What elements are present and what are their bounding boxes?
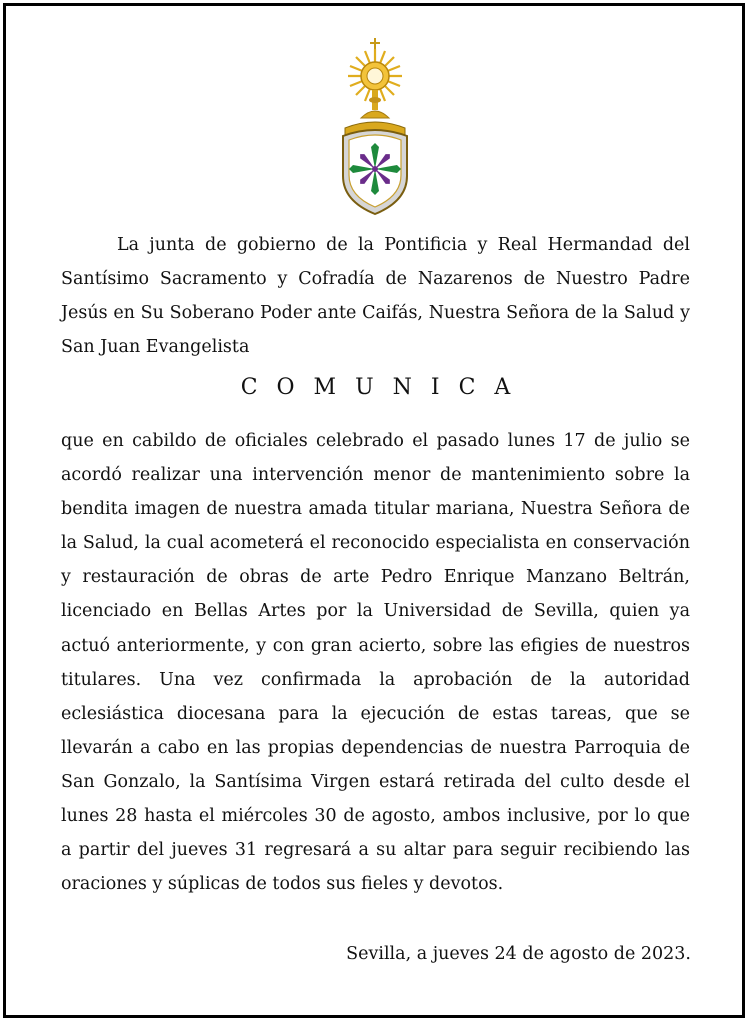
- heading-comunica: COMUNICA: [240, 375, 530, 400]
- brotherhood-emblem-icon: [335, 36, 415, 218]
- signature-date: Sevilla, a jueves 24 de agosto de 2023.: [346, 944, 691, 964]
- intro-paragraph: La junta de gobierno de la Pontificia y Real Hermandad del Santísimo Sacramento y Cofradía de Nazarenos de Nuestro Padre Jesús en Su Soberano Poder ante Caifás, Nuestra Señora de la Salud y San Juan Evangelista: [61, 235, 690, 357]
- body-paragraph: que en cabildo de oficiales celebrado el pasado lunes 17 de julio se acordó realizar una intervención menor de mantenimiento sobre la bendita imagen de nuestra amada titular mariana, Nuestra Señora de la Salud, la cual acometerá el reconocido especialista en conservación y restauración de obras de arte Pedro Enrique Manzano Beltrán, licenciado en Bellas Artes por la Universidad de Sevilla, quien ya actuó anteriormente, y con gran acierto, sobre las efigies de nuestros titulares. Una vez confirmada la aprobación de la autoridad eclesiástica diocesana para la ejecución de estas tareas, que se llevarán a cabo en las propias dependencias de nuestra Parroquia de San Gonzalo, la Santísima Virgen estará retirada del culto desde el lunes 28 hasta el miércoles 30 de agosto, ambos inclusive, por lo que a partir del jueves 31 regresará a su altar para seguir recibiendo las oraciones y súplicas de todos sus fieles y devotos.: [61, 431, 690, 895]
